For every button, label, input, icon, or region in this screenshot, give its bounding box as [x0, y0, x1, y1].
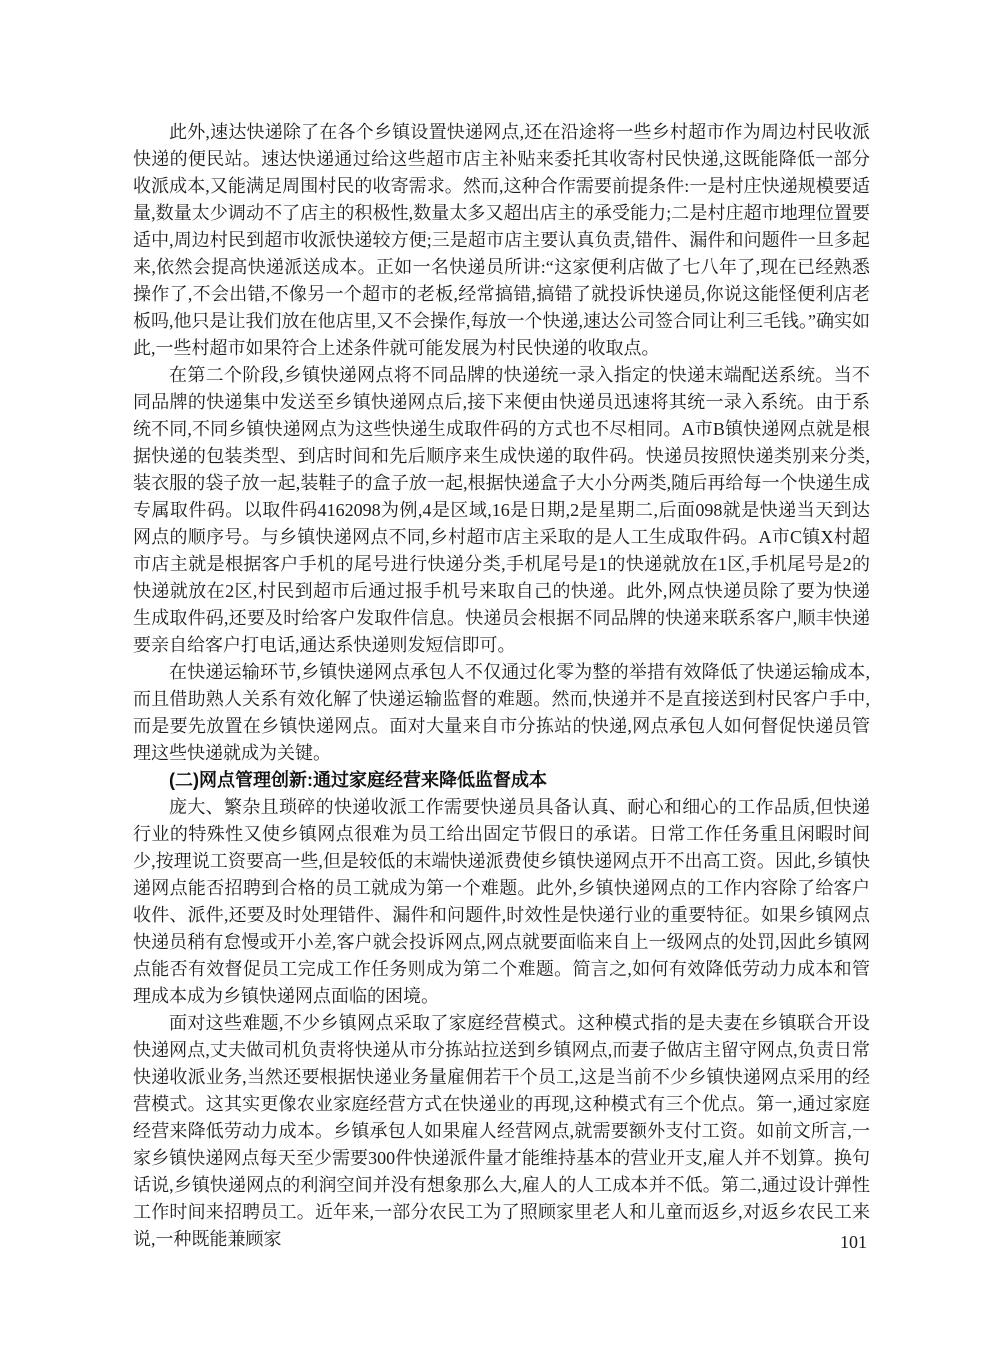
body-paragraph: 在第二个阶段,乡镇快递网点将不同品牌的快递统一录入指定的快递末端配送系统。当不同品牌的快递集中发送至乡镇快递网点后,接下来便由快递员迅速将其统一录入系统。由于系统不同,不同乡镇快递网点为这些快递生成取件码的方式也不尽相同。A市B镇快递网点就是根据快递的包装类型、到店时间和先后顺序来生成快递的取件码。快递员按照快递类别来分类,装衣服的袋子放一起,装鞋子的盒子放一起,根据快递盒子大小分两类,随后再给每一个快递生成专属取件码。以取件码4162098为例,4是区域,16是日期,2是星期二,后面098就是快递当天到达网点的顺序号。与乡镇快递网点不同,乡村超市店主采取的是人工生成取件码。A市C镇X村超市店主就是根据客户手机的尾号进行快递分类,手机尾号是1的快递就放在1区,手机尾号是2的快递就放在2区,村民到超市后通过报手机号来取自己的快递。此外,网点快递员除了要为快递生成取件码,还要及时给客户发取件信息。快递员会根据不同品牌的快递来联系客户,顺丰快递要亲自给客户打电话,通达系快递则发短信即可。	[133, 365, 870, 655]
body-paragraph: 此外,速达快递除了在各个乡镇设置快递网点,还在沿途将一些乡村超市作为周边村民收派快递的便民站。速达快递通过给这些超市店主补贴来委托其收寄村民快递,这既能降低一部分收派成本,又能满足周围村民的收寄需求。然而,这种合作需要前提条件:一是村庄快递规模要适量,数量太少调动不了店主的积极性,数量太多又超出店主的承受能力;二是村庄超市地理位置要适中,周边村民到超市收派快递较方便;三是超市店主要认真负责,错件、漏件和问题件一旦多起来,依然会提高快递派送成本。正如一名快递员所讲:“这家便利店做了七八年了,现在已经熟悉操作了,不会出错,不像另一个超市的老板,经常搞错,搞错了就投诉快递员,你说这能怪便利店老板吗,他只是让我们放在他店里,又不会操作,每放一个快递,速达公司签合同让利三毛钱。”确实如此,一些村超市如果符合上述条件就可能发展为村民快递的收取点。	[133, 122, 870, 358]
page-body	[133, 119, 870, 1253]
page-number: 101	[840, 1232, 867, 1252]
body-paragraph: 庞大、繁杂且琐碎的快递收派工作需要快递员具备认真、耐心和细心的工作品质,但快递行业的特殊性又使乡镇网点很难为员工给出固定节假日的承诺。日常工作任务重且闲暇时间少,按理说工资要高一些,但是较低的末端快递派费使乡镇快递网点开不出高工资。因此,乡镇快递网点能否招聘到合格的员工就成为第一个难题。此外,乡镇快递网点的工作内容除了给客户收件、派件,还要及时处理错件、漏件和问题件,时效性是快递行业的重要特征。如果乡镇网点快递员稍有怠慢或开小差,客户就会投诉网点,网点就要面临来自上一级网点的处罚,因此乡镇网点能否有效督促员工完成工作任务则成为第二个难题。简言之,如何有效降低劳动力成本和管理成本成为乡镇快递网点面临的困境。	[133, 797, 870, 1006]
body-paragraph: 面对这些难题,不少乡镇网点采取了家庭经营模式。这种模式指的是夫妻在乡镇联合开设快递网点,丈夫做司机负责将快递从市分拣站拉送到乡镇网点,而妻子做店主留守网点,负责日常快递收派业务,当然还要根据快递业务量雇佣若干个员工,这是当前不少乡镇快递网点采用的经营模式。这其实更像农业家庭经营方式在快递业的再现,这种模式有三个优点。第一,通过家庭经营来降低劳动力成本。乡镇承包人如果雇人经营网点,就需要额外支付工资。如前文所言,一家乡镇快递网点每天至少需要300件快递派件量才能维持基本的营业开支,雇人并不划算。换句话说,乡镇快递网点的利润空间并没有想象那么大,雇人的人工成本并不低。第二,通过设计弹性工作时间来招聘员工。近年来,一部分农民工为了照顾家里老人和儿童而返乡,对返乡农民工来说,一种既能兼顾家	[133, 1013, 870, 1249]
body-paragraph: 在快递运输环节,乡镇快递网点承包人不仅通过化零为整的举措有效降低了快递运输成本,而且借助熟人关系有效化解了快递运输监督的难题。然而,快递并不是直接送到村民客户手中,而是要先放置在乡镇快递网点。面对大量来自市分拣站的快递,网点承包人如何督促快递员管理这些快递就成为关键。	[133, 662, 870, 763]
section-heading: (二)网点管理创新:通过家庭经营来降低监督成本	[169, 770, 547, 790]
